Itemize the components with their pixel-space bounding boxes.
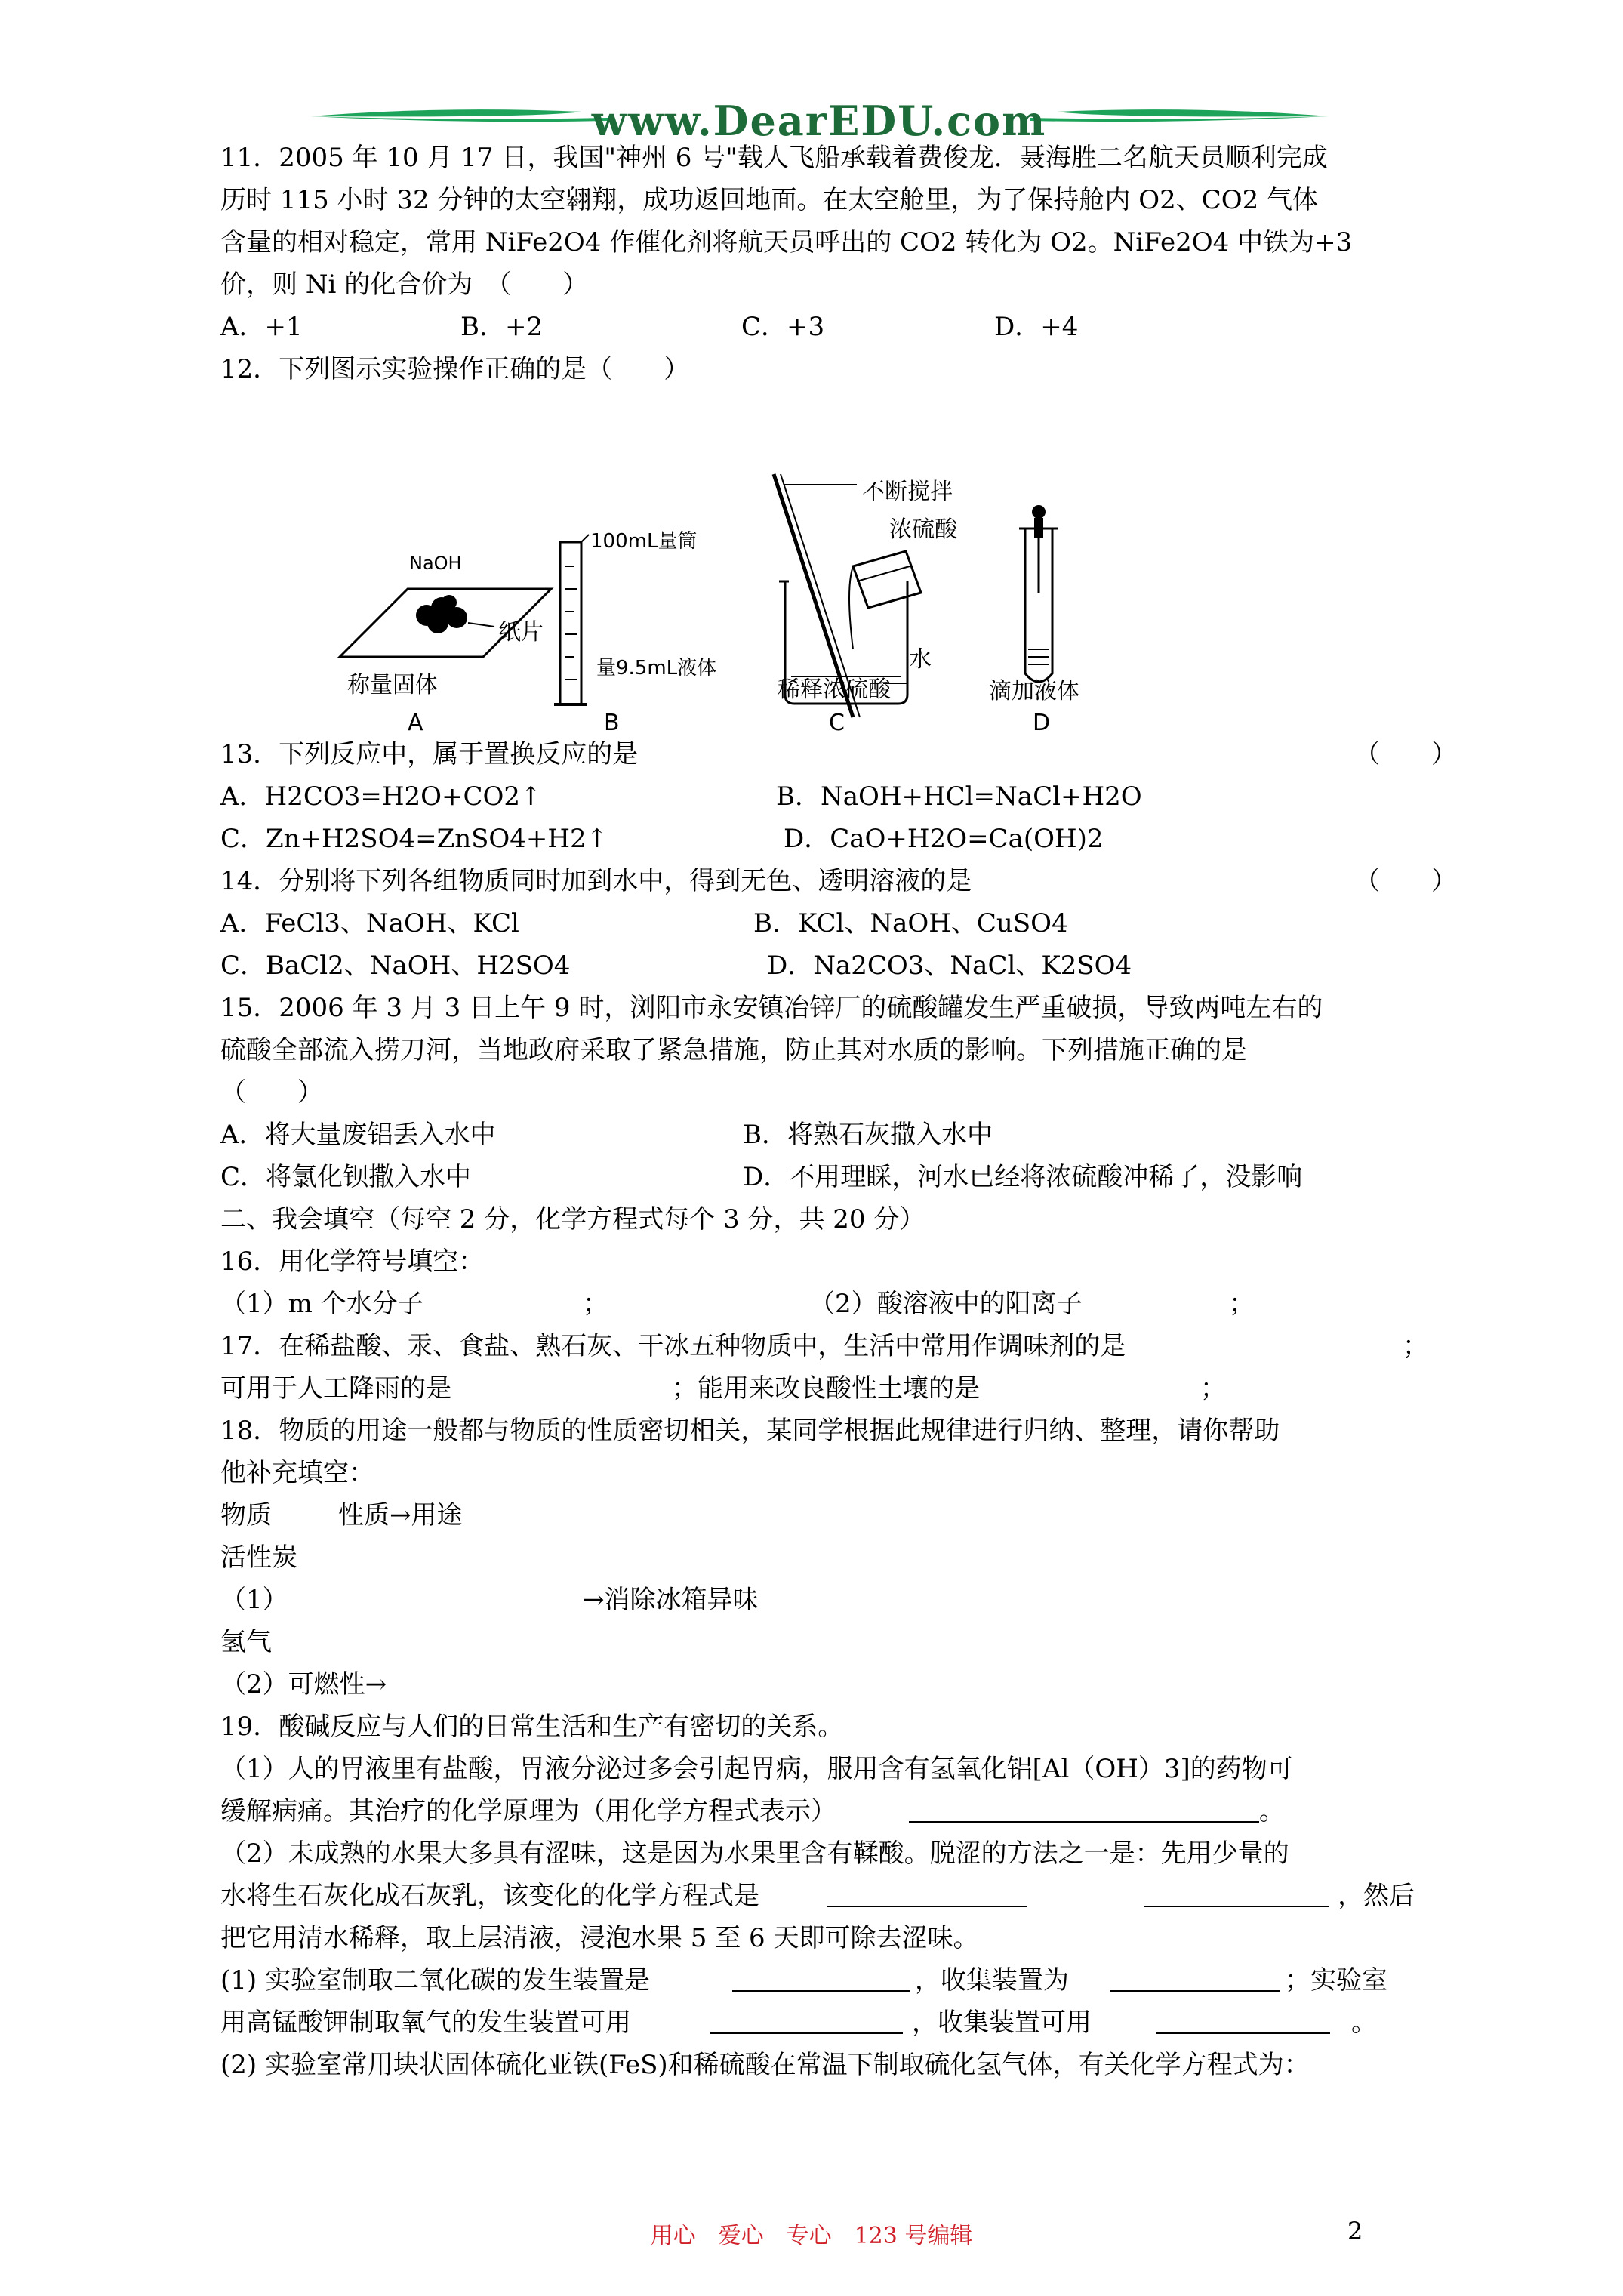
q14-option-a: A．FeCl3、NaOH、KCl	[220, 908, 519, 938]
q19-part-2-line-2-end: ，然后	[1338, 1881, 1415, 1911]
q11-option-d: D．+4	[994, 312, 1079, 342]
figure-letter-a: A	[408, 710, 423, 736]
q15-line-1: 15．2006 年 3 月 3 日上午 9 时，浏阳市永安镇冶锌厂的硫酸罐发生严重破损，导致两吨左右的	[220, 993, 1323, 1023]
q15-option-b: B．将熟石灰撒入水中	[743, 1120, 993, 1150]
q18-col-substance: 物质	[220, 1500, 272, 1530]
q19-part-2-line-1: （2）未成熟的水果大多具有涩味，这是因为水果里含有鞣酸。脱涩的方法之一是：先用少量的	[220, 1838, 1289, 1869]
acid-label: 浓硫酸	[889, 516, 957, 543]
section-2-heading: 二、我会填空（每空 2 分，化学方程式每个 3 分，共 20 分）	[220, 1204, 925, 1234]
q20-blank-4[interactable]	[1156, 2007, 1330, 2039]
q14-option-d: D．Na2CO3、NaCl、K2SO4	[767, 951, 1132, 981]
q17-sep-1: ；	[1403, 1331, 1428, 1361]
q20-line-1b: ，收集装置为	[915, 1965, 1069, 1996]
paper-label: 纸片	[498, 619, 544, 646]
q18-row-2: （2）可燃性→	[220, 1669, 387, 1700]
q14-stem: 14．分别将下列各组物质同时加到水中，得到无色、透明溶液的是	[220, 866, 972, 896]
q14-paren: （ ）	[1354, 866, 1457, 896]
q17-line-2b: ；能用来改良酸性土壤的是	[672, 1373, 980, 1404]
q15-option-a: A．将大量废铝丢入水中	[220, 1120, 496, 1150]
q17-line-1: 17．在稀盐酸、汞、食盐、熟石灰、干冰五种物质中，生活中常用作调味剂的是	[220, 1331, 1126, 1361]
q18-line-2: 他补充填空：	[220, 1458, 374, 1488]
q16-stem: 16．用化学符号填空：	[220, 1247, 485, 1277]
q15-line-2: 硫酸全部流入捞刀河，当地政府采取了紧急措施，防止其对水质的影响。下列措施正确的是	[220, 1035, 1247, 1065]
q11-option-b: B．+2	[460, 312, 544, 342]
q18-line-1: 18．物质的用途一般都与物质的性质密切相关，某同学根据此规律进行归纳、整理，请你帮助	[220, 1416, 1280, 1446]
volume-label: 量9.5mL液体	[596, 657, 717, 680]
q19-part-2-line-2: 水将生石灰化成石灰乳，该变化的化学方程式是	[220, 1881, 759, 1911]
q13-option-a: A．H2CO3=H2O+CO2↑	[220, 781, 542, 812]
q19-stem: 19．酸碱反应与人们的日常生活和生产有密切的关系。	[220, 1712, 844, 1742]
q11-line-2: 历时 115 小时 32 分钟的太空翱翔，成功返回地面。在太空舱里，为了保持舱内 O2、CO2 气体	[220, 185, 1319, 215]
q12-stem: 12．下列图示实验操作正确的是（ ）	[220, 354, 690, 384]
q17-sep-2: ；	[1200, 1373, 1226, 1404]
q15-line-3: （ ）	[220, 1077, 323, 1108]
figure-letter-b: B	[604, 710, 620, 736]
q18-substance-1: 活性炭	[220, 1542, 297, 1573]
q19-part-1-end: 。	[1259, 1796, 1285, 1826]
q18-col-property-use: 性质→用途	[338, 1500, 463, 1530]
q20-line-1a: (1) 实验室制取二氧化碳的发生装置是	[220, 1965, 650, 1996]
q19-blank-3[interactable]	[1144, 1880, 1329, 1912]
cylinder-label: 100mL量筒	[590, 530, 698, 553]
q11-line-4: 价，则 Ni 的化合价为 （ ）	[220, 270, 589, 300]
q16-part-1: （1）m 个水分子	[220, 1289, 423, 1319]
page-footer: 用心 爱心 专心 123 号编辑	[650, 2223, 973, 2249]
q17-line-2a: 可用于人工降雨的是	[220, 1373, 451, 1404]
figure-letter-d: D	[1033, 710, 1051, 736]
q14-option-b: B．KCl、NaOH、CuSO4	[753, 908, 1068, 938]
q20-line-2c: 。	[1351, 2008, 1377, 2038]
drop-liquid-label: 滴加液体	[989, 678, 1079, 704]
q16-sep-2: ；	[1229, 1289, 1255, 1319]
q18-row-1-use: →消除冰箱异味	[583, 1585, 759, 1615]
q11-option-a: A．+1	[220, 312, 303, 342]
q11-line-1: 11．2005 年 10 月 17 日，我国"神州 6 号"载人飞船承载着费俊龙．聂海胜二名航天员顺利完成	[220, 143, 1328, 173]
q13-paren: （ ）	[1354, 739, 1457, 769]
q20-blank-3[interactable]	[710, 2007, 903, 2039]
measuring-cylinder-drawing	[554, 535, 589, 704]
q20-blank-1[interactable]	[732, 1965, 910, 1996]
figure-letter-c: C	[829, 710, 845, 736]
weigh-solid-label: 称量固体	[347, 672, 438, 698]
q19-blank-2[interactable]	[827, 1880, 1027, 1912]
q20-line-1c: ；实验室	[1285, 1965, 1387, 1996]
q16-part-2: （2）酸溶液中的阳离子	[809, 1289, 1083, 1319]
q13-option-c: C．Zn+H2SO4=ZnSO4+H2↑	[220, 824, 608, 854]
q13-option-b: B．NaOH+HCl=NaCl+H2O	[776, 781, 1142, 812]
q20-line-2a: 用高锰酸钾制取氧气的发生装置可用	[220, 2008, 631, 2038]
q12-figure	[325, 468, 1140, 755]
q19-blank-1[interactable]	[909, 1795, 1285, 1827]
site-url[interactable]: www.DearEDU.com	[591, 97, 1047, 145]
q20-line-3: (2) 实验室常用块状固体硫化亚铁(FeS)和稀硫酸在常温下制取硫化氢气体，有关化学方程式为：	[220, 2050, 1310, 2080]
stir-label: 不断搅拌	[862, 479, 953, 505]
q13-stem: 13．下列反应中，属于置换反应的是	[220, 739, 639, 769]
lab-diagram	[325, 468, 1140, 755]
q16-sep-1: ；	[583, 1289, 608, 1319]
q19-part-1-line-1: （1）人的胃液里有盐酸，胃液分泌过多会引起胃病，服用含有氢氧化铝[Al（OH）3]的药物可	[220, 1754, 1293, 1784]
q11-option-c: C．+3	[741, 312, 825, 342]
q11-line-3: 含量的相对稳定，常用 NiFe2O4 作催化剂将航天员呼出的 CO2 转化为 O2。NiFe2O4 中铁为+3	[220, 227, 1353, 257]
q13-option-d: D．CaO+H2O=Ca(OH)2	[784, 824, 1104, 854]
q18-row-1-label: （1）	[220, 1585, 288, 1615]
q14-option-c: C．BaCl2、NaOH、H2SO4	[220, 951, 571, 981]
dilute-label: 稀释浓硫酸	[778, 676, 891, 703]
q20-blank-2[interactable]	[1110, 1965, 1280, 1996]
q19-part-2-line-3: 把它用清水稀释，取上层清液，浸泡水果 5 至 6 天即可除去涩味。	[220, 1923, 979, 1953]
dropper-testtube-drawing	[1019, 505, 1058, 682]
q18-substance-2: 氢气	[220, 1627, 272, 1657]
page-number: 2	[1347, 2217, 1363, 2245]
naoh-label: NaOH	[409, 553, 462, 574]
q15-option-c: C．将氯化钡撒入水中	[220, 1162, 472, 1192]
q15-option-d: D．不用理睬，河水已经将浓硫酸冲稀了，没影响	[743, 1162, 1303, 1192]
water-label: 水	[909, 646, 932, 673]
q20-line-2b: ，收集装置可用	[912, 2008, 1092, 2038]
q19-part-1-line-2: 缓解病痛。其治疗的化学原理为（用化学方程式表示）	[220, 1796, 836, 1826]
